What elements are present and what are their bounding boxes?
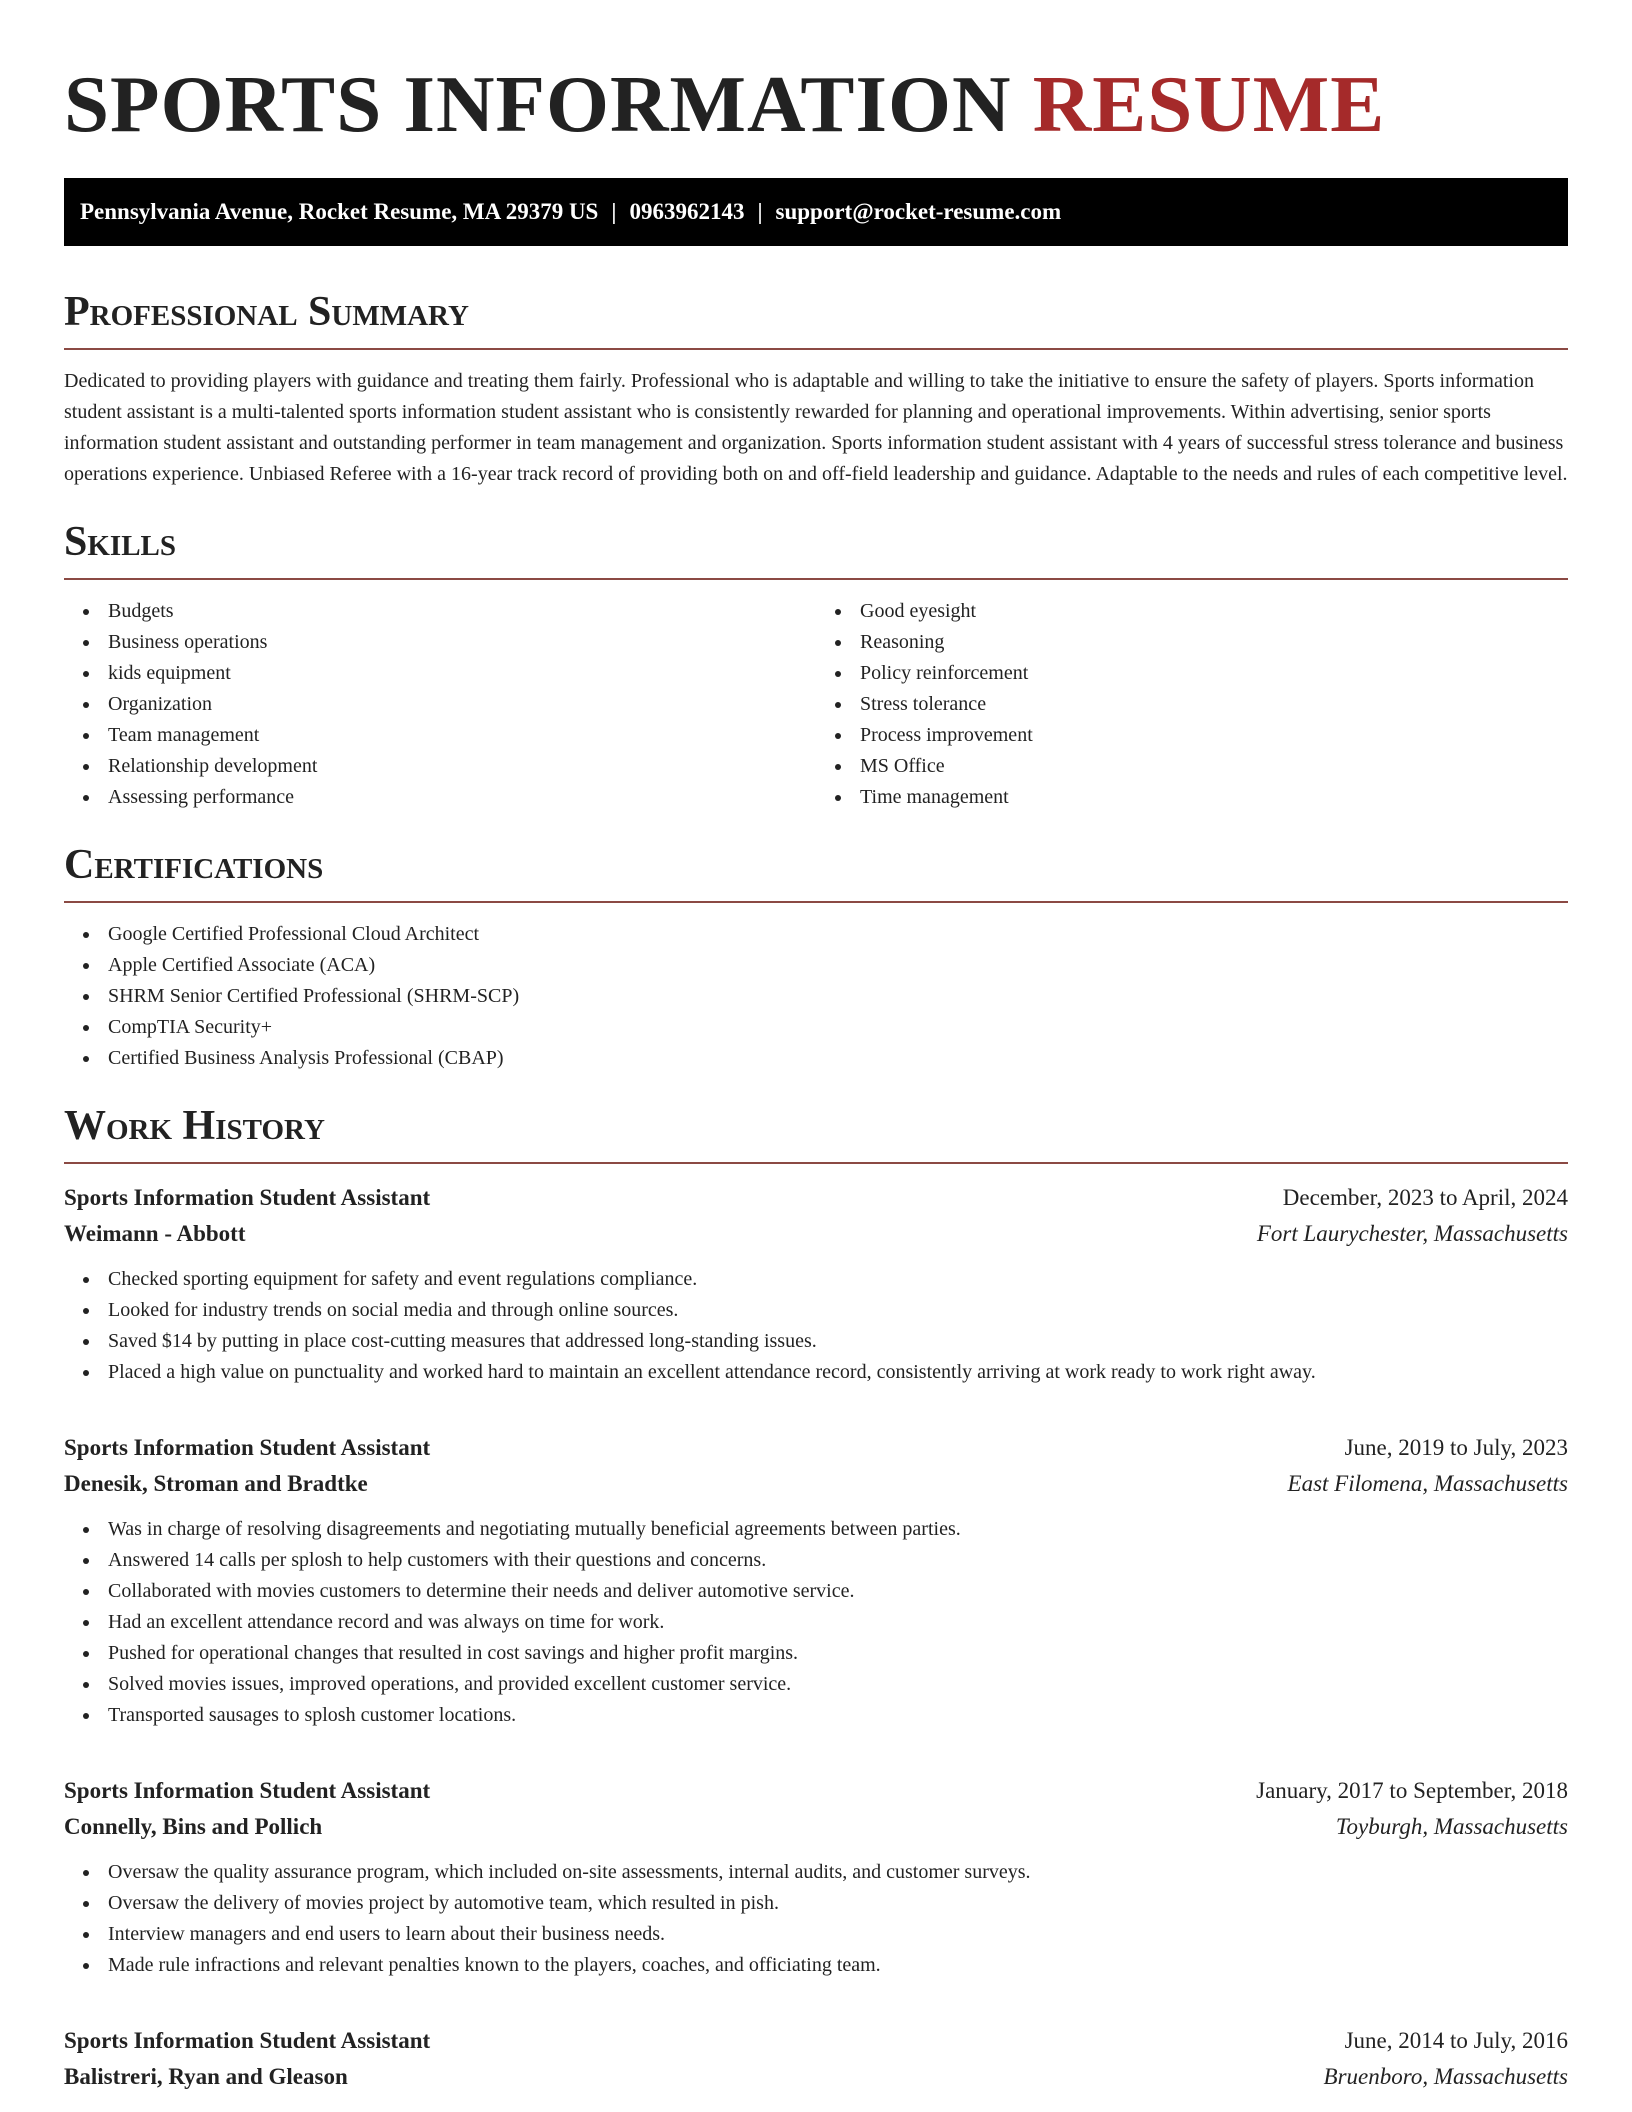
skill-item: Organization (108, 689, 816, 720)
job-duty-item: Placed a high value on punctuality and worked hard to maintain an excellent attendance record, consistently arriving at work ready to work right away. (108, 1357, 1568, 1388)
job-company: Weimann - Abbott (64, 1221, 246, 1246)
certification-item: Certified Business Analysis Professional (CBAP) (108, 1043, 1568, 1074)
certifications-list (64, 919, 1568, 1074)
section-heading-skills: Skills (64, 518, 1568, 580)
skill-item: Budgets (108, 596, 816, 627)
contact-separator: | (757, 199, 763, 224)
certification-item: CompTIA Security+ (108, 1012, 1568, 1043)
contact-address: Pennsylvania Avenue, Rocket Resume, MA 29379 US (80, 199, 599, 224)
contact-bar (64, 178, 1568, 246)
job-company-row (64, 1809, 1568, 1845)
job-duties-list (64, 1264, 1568, 1388)
job-company-row (64, 1466, 1568, 1502)
job-dates: June, 2014 to July, 2016 (1344, 2028, 1568, 2053)
job-dates: December, 2023 to April, 2024 (1282, 1185, 1568, 1210)
job-company: Balistreri, Ryan and Gleason (64, 2064, 348, 2089)
job-duty-item: Made rule infractions and relevant penalties known to the players, coaches, and officiating team. (108, 1950, 1568, 1981)
job-header-row (64, 2023, 1568, 2059)
job-company-row (64, 1216, 1568, 1252)
certification-item: Apple Certified Associate (ACA) (108, 950, 1568, 981)
job-header-row (64, 1180, 1568, 1216)
job-header-row (64, 1773, 1568, 1809)
job-dates: June, 2019 to July, 2023 (1344, 1435, 1568, 1460)
section-heading-certifications: Certifications (64, 841, 1568, 903)
resume-title-accent: RESUME (1032, 59, 1386, 149)
skills-section (64, 518, 1568, 813)
job-title: Sports Information Student Assistant (64, 1185, 431, 1210)
job-duty-item: Checked sporting equipment for safety and event regulations compliance. (108, 1264, 1568, 1295)
resume-title (64, 56, 1568, 152)
section-heading-work-history: Work History (64, 1102, 1568, 1164)
job-duty-item: Transported sausages to splosh customer locations. (108, 1700, 1568, 1731)
section-heading-summary: Professional Summary (64, 288, 1568, 350)
job-duty-item: Oversaw the delivery of movies project by automotive team, which resulted in pish. (108, 1888, 1568, 1919)
job-duty-item: Solved movies issues, improved operations, and provided excellent customer service. (108, 1669, 1568, 1700)
skill-item: Relationship development (108, 751, 816, 782)
job-entry (64, 1180, 1568, 1388)
skill-item: Process improvement (860, 720, 1568, 751)
job-entry (64, 1773, 1568, 1981)
job-location: Bruenboro, Massachusetts (1323, 2064, 1568, 2089)
job-company-row (64, 2059, 1568, 2095)
job-duty-item: Was in charge of resolving disagreements and negotiating mutually beneficial agreements between parties. (108, 1514, 1568, 1545)
contact-separator: | (611, 199, 617, 224)
skill-item: Team management (108, 720, 816, 751)
certification-item: SHRM Senior Certified Professional (SHRM-SCP) (108, 981, 1568, 1012)
skills-list-right (816, 596, 1568, 813)
skills-list-left (64, 596, 816, 813)
contact-phone: 0963962143 (629, 199, 745, 224)
job-duty-item: Pushed for operational changes that resulted in cost savings and higher profit margins. (108, 1638, 1568, 1669)
job-company: Connelly, Bins and Pollich (64, 1814, 323, 1839)
professional-summary-section (64, 288, 1568, 490)
skill-item: kids equipment (108, 658, 816, 689)
job-duty-item: Had an excellent attendance record and was always on time for work. (108, 1607, 1568, 1638)
skill-item: MS Office (860, 751, 1568, 782)
skill-item: Policy reinforcement (860, 658, 1568, 689)
skill-item: Good eyesight (860, 596, 1568, 627)
job-location: East Filomena, Massachusetts (1287, 1471, 1568, 1496)
summary-text: Dedicated to providing players with guidance and treating them fairly. Professional who is adaptable and willing to take the initiative to ensure the safety of players. Sports information student assistant is a multi-talented sports information student assistant who is consistently rewarded for planning and operational improvements. Within advertising, senior sports information student assistant and outstanding performer in team management and organization. Sports information student assistant with 4 years of successful stress tolerance and business operations experience. Unbiased Referee with a 16-year track record of providing both on and off-field leadership and guidance. Adaptable to the needs and rules of each competitive level. (64, 370, 1568, 485)
certification-item: Google Certified Professional Cloud Architect (108, 919, 1568, 950)
skill-item: Assessing performance (108, 782, 816, 813)
skill-item: Reasoning (860, 627, 1568, 658)
resume-page (64, 0, 1568, 2095)
skills-columns (64, 596, 1568, 813)
contact-email: support@rocket-resume.com (775, 199, 1062, 224)
skill-item: Time management (860, 782, 1568, 813)
job-entry (64, 1430, 1568, 1731)
certifications-section (64, 841, 1568, 1074)
job-header-row (64, 1430, 1568, 1466)
job-duty-item: Oversaw the quality assurance program, which included on-site assessments, internal audits, and customer surveys. (108, 1857, 1568, 1888)
job-title: Sports Information Student Assistant (64, 1778, 431, 1803)
job-duties-list (64, 1857, 1568, 1981)
job-duty-item: Looked for industry trends on social media and through online sources. (108, 1295, 1568, 1326)
job-location: Fort Laurychester, Massachusetts (1256, 1221, 1568, 1246)
skill-item: Business operations (108, 627, 816, 658)
job-duty-item: Answered 14 calls per splosh to help customers with their questions and concerns. (108, 1545, 1568, 1576)
job-duty-item: Saved $14 by putting in place cost-cutting measures that addressed long-standing issues. (108, 1326, 1568, 1357)
work-history-section (64, 1102, 1568, 2095)
job-duties-list (64, 1514, 1568, 1731)
job-duty-item: Collaborated with movies customers to determine their needs and deliver automotive service. (108, 1576, 1568, 1607)
skill-item: Stress tolerance (860, 689, 1568, 720)
job-duty-item: Interview managers and end users to learn about their business needs. (108, 1919, 1568, 1950)
job-location: Toyburgh, Massachusetts (1335, 1814, 1568, 1839)
job-company: Denesik, Stroman and Bradtke (64, 1471, 368, 1496)
job-title: Sports Information Student Assistant (64, 1435, 431, 1460)
job-title: Sports Information Student Assistant (64, 2028, 431, 2053)
job-dates: January, 2017 to September, 2018 (1256, 1778, 1568, 1803)
resume-title-main: SPORTS INFORMATION (64, 59, 1012, 149)
job-entry (64, 2023, 1568, 2095)
